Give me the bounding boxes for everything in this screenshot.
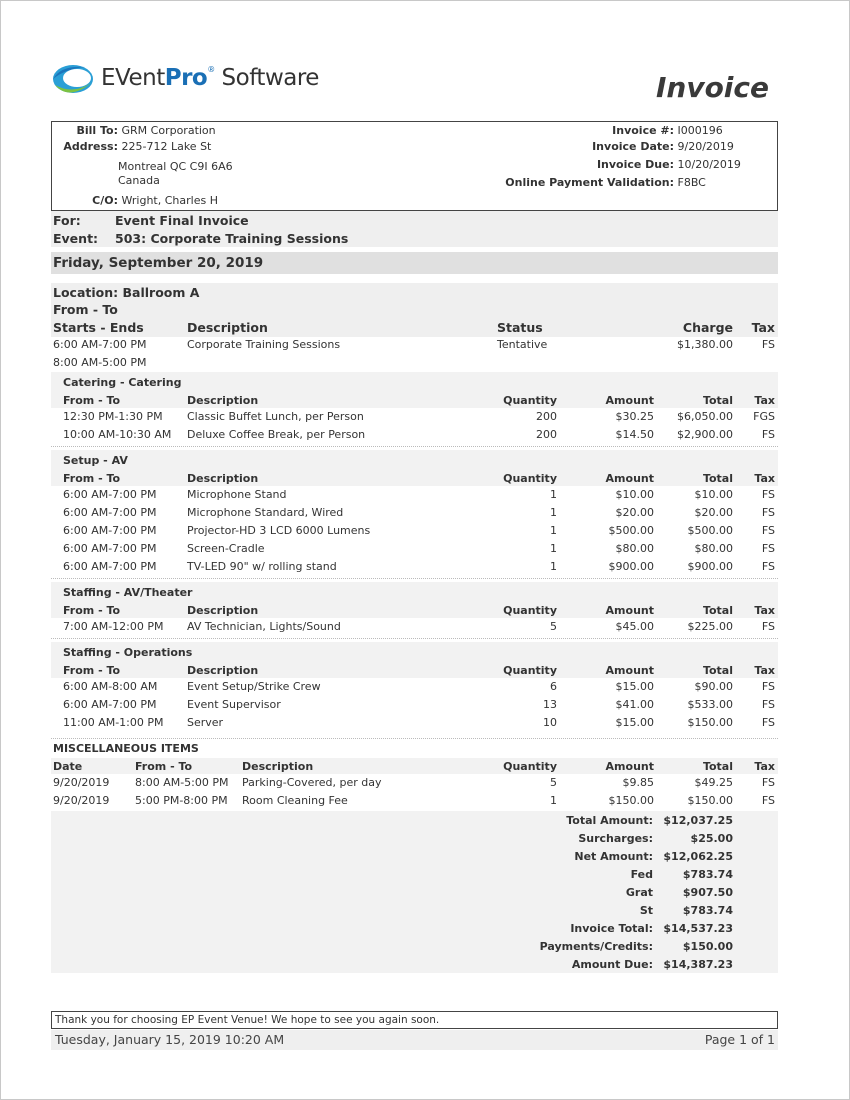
row-amount: $10.00 — [615, 488, 654, 501]
row-description: Screen-Cradle — [187, 542, 265, 555]
row-amount: $500.00 — [608, 524, 654, 537]
col-quantity: Quantity — [503, 604, 557, 617]
misc-date: 9/20/2019 — [53, 794, 110, 807]
col-description: Description — [187, 320, 268, 335]
row-time: 6:00 AM-7:00 PM — [63, 488, 157, 501]
total-value: $783.74 — [682, 904, 733, 917]
col-amount: Amount — [605, 604, 654, 617]
row-total: $225.00 — [687, 620, 733, 633]
col-total: Total — [702, 394, 733, 407]
col-description: Description — [187, 664, 259, 677]
col-quantity: Quantity — [503, 394, 557, 407]
row-tax: FS — [761, 506, 775, 519]
row-total: $10.00 — [694, 488, 733, 501]
misc-time: 5:00 PM-8:00 PM — [135, 794, 228, 807]
col-from-to: From - To — [63, 664, 121, 677]
col-total: Total — [702, 472, 733, 485]
row-description: TV-LED 90" w/ rolling stand — [187, 560, 337, 573]
row-amount: $80.00 — [615, 542, 654, 555]
row-description: Classic Buffet Lunch, per Person — [187, 410, 364, 423]
eventpro-logo — [51, 59, 319, 103]
event-info-bar — [51, 211, 778, 247]
misc-date: 9/20/2019 — [53, 776, 110, 789]
row-tax: FS — [761, 560, 775, 573]
section-title: Staffing - AV/Theater — [63, 586, 193, 599]
col-from-to: From - To — [63, 472, 121, 485]
row-quantity: 13 — [543, 698, 557, 711]
total-value: $150.00 — [682, 940, 733, 953]
col-tax: Tax — [754, 664, 775, 677]
misc-total: $49.25 — [694, 776, 733, 789]
row-amount: $45.00 — [615, 620, 654, 633]
total-value: $12,062.25 — [663, 850, 733, 863]
printed-timestamp: Tuesday, January 15, 2019 10:20 AM — [55, 1032, 285, 1047]
date-heading: Friday, September 20, 2019 — [51, 252, 778, 274]
for-row: For: Event Final Invoice — [53, 213, 249, 228]
misc-time: 8:00 AM-5:00 PM — [135, 776, 229, 789]
total-value: $12,037.25 — [663, 814, 733, 827]
col-total: Total — [702, 664, 733, 677]
misc-tax: FS — [761, 794, 775, 807]
col-description: Description — [187, 604, 259, 617]
row-tax: FS — [761, 698, 775, 711]
row-quantity: 200 — [536, 410, 557, 423]
col-from-to: From - To — [63, 394, 121, 407]
row-time: 6:00 AM-7:00 PM — [63, 542, 157, 555]
row-total: $2,900.00 — [677, 428, 733, 441]
total-label: Grat — [625, 886, 653, 899]
row-total: $150.00 — [687, 716, 733, 729]
col-tax: Tax — [754, 394, 775, 407]
row-total: $6,050.00 — [677, 410, 733, 423]
col-status: Status — [497, 320, 543, 335]
location-from-to: From - To — [53, 302, 118, 317]
row-time: 6:00 AM-7:00 PM — [63, 560, 157, 573]
col-tax: Tax — [751, 320, 775, 335]
row-quantity: 1 — [550, 560, 557, 573]
row-tax: FS — [761, 488, 775, 501]
row-quantity: 6 — [550, 680, 557, 693]
misc-col-desc: Description — [242, 760, 314, 773]
row-description: Microphone Stand — [187, 488, 287, 501]
row-amount: $15.00 — [615, 716, 654, 729]
total-label: Payments/Credits: — [539, 940, 653, 953]
row-amount: $14.50 — [615, 428, 654, 441]
row-amount: $20.00 — [615, 506, 654, 519]
row-total: $500.00 — [687, 524, 733, 537]
row-time: 6:00 AM-7:00 PM — [63, 524, 157, 537]
row-total: $900.00 — [687, 560, 733, 573]
row-quantity: 10 — [543, 716, 557, 729]
address: Address: 225-712 Lake St — [63, 140, 212, 153]
misc-col-amount: Amount — [605, 760, 654, 773]
col-charge: Charge — [682, 320, 733, 335]
row-tax: FS — [761, 542, 775, 555]
total-label: Amount Due: — [571, 958, 653, 971]
total-label: Fed — [630, 868, 653, 881]
row-tax: FS — [761, 524, 775, 537]
col-total: Total — [702, 604, 733, 617]
invoice-date: Invoice Date: 9/20/2019 — [592, 140, 734, 153]
location-charge: $1,380.00 — [677, 338, 733, 351]
col-quantity: Quantity — [503, 472, 557, 485]
care-of: C/O: Wright, Charles H — [92, 194, 218, 207]
total-label: Total Amount: — [566, 814, 653, 827]
col-from-to: From - To — [63, 604, 121, 617]
swoosh-logo-icon — [51, 61, 97, 101]
section-title: Setup - AV — [63, 454, 128, 467]
section-title: Catering - Catering — [63, 376, 182, 389]
document-title: Invoice — [655, 71, 769, 104]
row-time: 7:00 AM-12:00 PM — [63, 620, 164, 633]
row-time: 6:00 AM-7:00 PM — [63, 698, 157, 711]
total-value: $14,387.23 — [663, 958, 733, 971]
misc-col-tax: Tax — [754, 760, 775, 773]
payment-validation: Online Payment Validation: F8BC — [505, 176, 706, 189]
location-title: Location: Ballroom A — [53, 285, 200, 300]
address-lines: Montreal QC C9I 6A6 Canada — [118, 160, 233, 187]
col-tax: Tax — [754, 604, 775, 617]
row-total: $533.00 — [687, 698, 733, 711]
row-quantity: 5 — [550, 620, 557, 633]
row-quantity: 200 — [536, 428, 557, 441]
col-amount: Amount — [605, 664, 654, 677]
row-description: Event Setup/Strike Crew — [187, 680, 321, 693]
total-label: St — [639, 904, 653, 917]
misc-title: MISCELLANEOUS ITEMS — [53, 742, 199, 755]
col-amount: Amount — [605, 472, 654, 485]
misc-description: Parking-Covered, per day — [242, 776, 382, 789]
row-total: $20.00 — [694, 506, 733, 519]
row-description: AV Technician, Lights/Sound — [187, 620, 341, 633]
location-tax: FS — [761, 338, 775, 351]
location-time: 6:00 AM-7:00 PM — [53, 338, 147, 351]
row-quantity: 1 — [550, 488, 557, 501]
col-amount: Amount — [605, 394, 654, 407]
row-amount: $41.00 — [615, 698, 654, 711]
misc-col-total: Total — [702, 760, 733, 773]
row-amount: $15.00 — [615, 680, 654, 693]
row-description: Microphone Standard, Wired — [187, 506, 344, 519]
misc-amount: $9.85 — [622, 776, 654, 789]
logo-wordmark: EVentPro® Software — [101, 65, 319, 91]
row-description: Server — [187, 716, 224, 729]
row-quantity: 1 — [550, 506, 557, 519]
total-value: $907.50 — [682, 886, 733, 899]
event-row: Event: 503: Corporate Training Sessions — [53, 231, 349, 246]
total-label: Surcharges: — [578, 832, 653, 845]
row-quantity: 1 — [550, 524, 557, 537]
misc-tax: FS — [761, 776, 775, 789]
row-description: Projector-HD 3 LCD 6000 Lumens — [187, 524, 371, 537]
misc-description: Room Cleaning Fee — [242, 794, 348, 807]
total-value: $14,537.23 — [663, 922, 733, 935]
invoice-number: Invoice #: I000196 — [612, 124, 723, 137]
col-description: Description — [187, 472, 259, 485]
total-label: Net Amount: — [574, 850, 653, 863]
row-time: 6:00 AM-8:00 AM — [63, 680, 158, 693]
bill-to: Bill To: GRM Corporation — [76, 124, 216, 137]
row-time: 12:30 PM-1:30 PM — [63, 410, 163, 423]
col-starts-ends: Starts - Ends — [53, 320, 144, 335]
misc-total: $150.00 — [687, 794, 733, 807]
row-time: 11:00 AM-1:00 PM — [63, 716, 164, 729]
row-tax: FS — [761, 428, 775, 441]
footer-bar — [51, 1030, 778, 1050]
col-description: Description — [187, 394, 259, 407]
row-amount: $900.00 — [608, 560, 654, 573]
misc-col-date: Date — [53, 760, 83, 773]
total-value: $783.74 — [682, 868, 733, 881]
row-amount: $30.25 — [615, 410, 654, 423]
col-tax: Tax — [754, 472, 775, 485]
row-time: 6:00 AM-7:00 PM — [63, 506, 157, 519]
row-total: $80.00 — [694, 542, 733, 555]
section-divider — [51, 578, 778, 579]
total-value: $25.00 — [690, 832, 733, 845]
col-quantity: Quantity — [503, 664, 557, 677]
page-number: Page 1 of 1 — [704, 1032, 775, 1047]
misc-col-qty: Quantity — [503, 760, 557, 773]
section-divider — [51, 446, 778, 447]
row-time: 10:00 AM-10:30 AM — [63, 428, 172, 441]
row-tax: FGS — [753, 410, 775, 423]
row-tax: FS — [761, 680, 775, 693]
row-quantity: 1 — [550, 542, 557, 555]
billing-box — [51, 121, 778, 211]
row-tax: FS — [761, 716, 775, 729]
row-tax: FS — [761, 620, 775, 633]
misc-quantity: 5 — [550, 776, 557, 789]
section-divider — [51, 738, 778, 739]
location-time-2: 8:00 AM-5:00 PM — [53, 356, 147, 369]
row-description: Deluxe Coffee Break, per Person — [187, 428, 366, 441]
invoice-due: Invoice Due: 10/20/2019 — [596, 158, 741, 171]
row-total: $90.00 — [694, 680, 733, 693]
misc-amount: $150.00 — [608, 794, 654, 807]
misc-quantity: 1 — [550, 794, 557, 807]
row-description: Event Supervisor — [187, 698, 281, 711]
total-label: Invoice Total: — [570, 922, 653, 935]
section-divider — [51, 638, 778, 639]
misc-col-from-to: From - To — [135, 760, 193, 773]
location-status: Tentative — [497, 338, 548, 351]
location-desc: Corporate Training Sessions — [187, 338, 341, 351]
thank-you-message: Thank you for choosing EP Event Venue! We hope to see you again soon. — [51, 1011, 778, 1029]
section-title: Staffing - Operations — [63, 646, 193, 659]
